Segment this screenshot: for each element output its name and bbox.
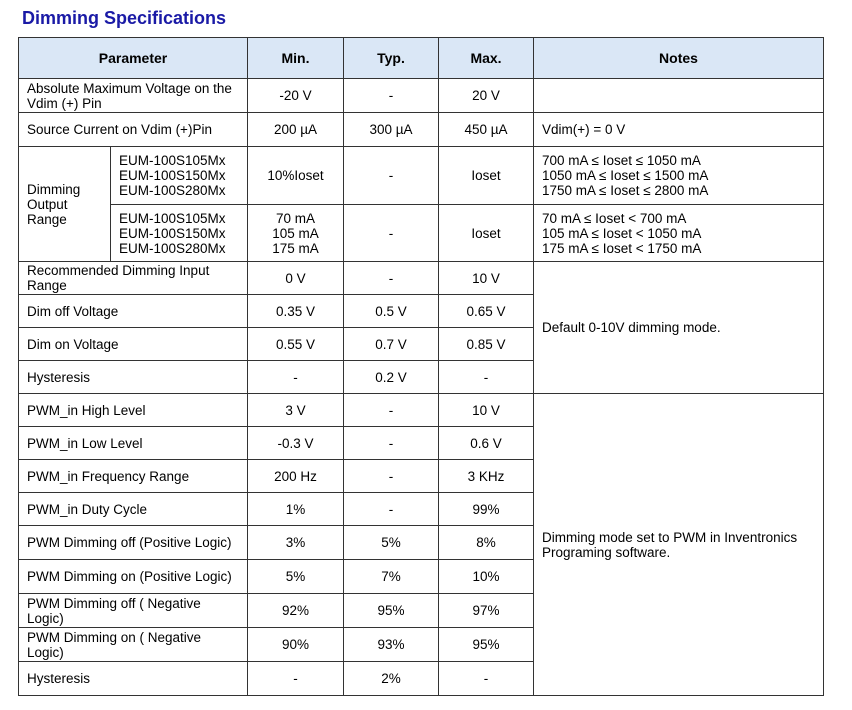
- typ-cell: 7%: [344, 560, 439, 594]
- typ-cell: -: [344, 427, 439, 460]
- max-cell: 0.6 V: [439, 427, 534, 460]
- typ-cell: -: [344, 493, 439, 526]
- max-cell: 450 µA: [439, 113, 534, 147]
- typ-cell: 5%: [344, 526, 439, 560]
- min-value: 105 mA: [272, 225, 319, 241]
- max-cell: 20 V: [439, 79, 534, 113]
- max-cell: 8%: [439, 526, 534, 560]
- note-line: 700 mA ≤ Ioset ≤ 1050 mA: [542, 153, 701, 168]
- typ-cell: -: [344, 147, 439, 205]
- min-cell: 200 Hz: [248, 460, 344, 493]
- min-cell: 0.55 V: [248, 328, 344, 361]
- model-list: [111, 147, 248, 205]
- max-cell: -: [439, 361, 534, 394]
- max-cell: 0.85 V: [439, 328, 534, 361]
- min-cell: [248, 205, 344, 262]
- note-line: 1750 mA ≤ Ioset ≤ 2800 mA: [542, 183, 709, 198]
- note-line: 175 mA ≤ Ioset < 1750 mA: [542, 240, 702, 256]
- header-parameter: Parameter: [19, 38, 248, 79]
- model-item: EUM-100S280Mx: [119, 183, 226, 198]
- min-cell: 92%: [248, 594, 344, 628]
- header-max: Max.: [439, 38, 534, 79]
- param-cell: Dim on Voltage: [19, 328, 248, 361]
- model-item: EUM-100S280Mx: [119, 240, 226, 256]
- min-value: 175 mA: [272, 240, 319, 256]
- table-row: [19, 394, 824, 427]
- min-cell: 3%: [248, 526, 344, 560]
- model-list: [111, 205, 248, 262]
- page-title: Dimming Specifications: [22, 8, 227, 28]
- typ-cell: -: [344, 79, 439, 113]
- header-min: Min.: [248, 38, 344, 79]
- max-cell: 10 V: [439, 262, 534, 295]
- notes-cell: [534, 79, 824, 113]
- typ-cell: 95%: [344, 594, 439, 628]
- param-cell: PWM Dimming off ( Negative Logic): [19, 594, 248, 628]
- max-cell: 99%: [439, 493, 534, 526]
- typ-cell: 2%: [344, 662, 439, 696]
- max-cell: 3 KHz: [439, 460, 534, 493]
- table-row: [19, 147, 824, 205]
- min-cell: -20 V: [248, 79, 344, 113]
- notes-cell: [534, 147, 824, 205]
- min-cell: -: [248, 361, 344, 394]
- min-cell: 3 V: [248, 394, 344, 427]
- table-header-row: [19, 38, 824, 79]
- table-row: [19, 113, 824, 147]
- typ-cell: 0.7 V: [344, 328, 439, 361]
- param-cell: Hysteresis: [19, 662, 248, 696]
- param-cell: PWM Dimming on (Positive Logic): [19, 560, 248, 594]
- note-line: 105 mA ≤ Ioset < 1050 mA: [542, 225, 702, 241]
- pwm-notes-cell: Dimming mode set to PWM in Inventronics Programing software.: [534, 394, 824, 696]
- typ-cell: 300 µA: [344, 113, 439, 147]
- min-cell: 0 V: [248, 262, 344, 295]
- param-cell: PWM_in Frequency Range: [19, 460, 248, 493]
- max-cell: 10%: [439, 560, 534, 594]
- min-cell: 90%: [248, 628, 344, 662]
- dimming-output-range-label: Dimming Output Range: [19, 147, 111, 262]
- model-item: EUM-100S150Mx: [119, 168, 226, 183]
- notes-cell: Vdim(+) = 0 V: [534, 113, 824, 147]
- typ-cell: 0.5 V: [344, 295, 439, 328]
- min-cell: -0.3 V: [248, 427, 344, 460]
- model-item: EUM-100S150Mx: [119, 225, 226, 241]
- max-cell: 95%: [439, 628, 534, 662]
- min-cell: 10%Ioset: [248, 147, 344, 205]
- max-cell: 0.65 V: [439, 295, 534, 328]
- param-cell: PWM_in Low Level: [19, 427, 248, 460]
- typ-cell: 0.2 V: [344, 361, 439, 394]
- min-cell: 0.35 V: [248, 295, 344, 328]
- model-item: EUM-100S105Mx: [119, 153, 226, 168]
- param-cell: Absolute Maximum Voltage on the Vdim (+) Pin: [19, 79, 248, 113]
- typ-cell: -: [344, 262, 439, 295]
- param-cell: PWM_in High Level: [19, 394, 248, 427]
- model-item: EUM-100S105Mx: [119, 210, 226, 226]
- header-typ: Typ.: [344, 38, 439, 79]
- min-cell: 1%: [248, 493, 344, 526]
- notes-cell: [534, 205, 824, 262]
- max-cell: -: [439, 662, 534, 696]
- param-cell: Source Current on Vdim (+)Pin: [19, 113, 248, 147]
- param-cell: Dim off Voltage: [19, 295, 248, 328]
- param-cell: Hysteresis: [19, 361, 248, 394]
- header-notes: Notes: [534, 38, 824, 79]
- analog-notes-cell: Default 0-10V dimming mode.: [534, 262, 824, 394]
- typ-cell: -: [344, 394, 439, 427]
- min-value: 70 mA: [275, 210, 316, 226]
- typ-cell: 93%: [344, 628, 439, 662]
- typ-cell: -: [344, 205, 439, 262]
- typ-cell: -: [344, 460, 439, 493]
- max-cell: 97%: [439, 594, 534, 628]
- param-cell: PWM Dimming on ( Negative Logic): [19, 628, 248, 662]
- max-cell: Ioset: [439, 147, 534, 205]
- table-row: [19, 205, 824, 262]
- param-cell: PWM_in Duty Cycle: [19, 493, 248, 526]
- dimming-spec-table: [18, 37, 824, 696]
- max-cell: 10 V: [439, 394, 534, 427]
- table-row: [19, 79, 824, 113]
- min-cell: 200 µA: [248, 113, 344, 147]
- table-row: [19, 262, 824, 295]
- note-line: 1050 mA ≤ Ioset ≤ 1500 mA: [542, 168, 709, 183]
- param-cell: PWM Dimming off (Positive Logic): [19, 526, 248, 560]
- min-cell: 5%: [248, 560, 344, 594]
- note-line: 70 mA ≤ Ioset < 700 mA: [542, 210, 687, 226]
- min-cell: -: [248, 662, 344, 696]
- param-cell: Recommended Dimming Input Range: [19, 262, 248, 295]
- max-cell: Ioset: [439, 205, 534, 262]
